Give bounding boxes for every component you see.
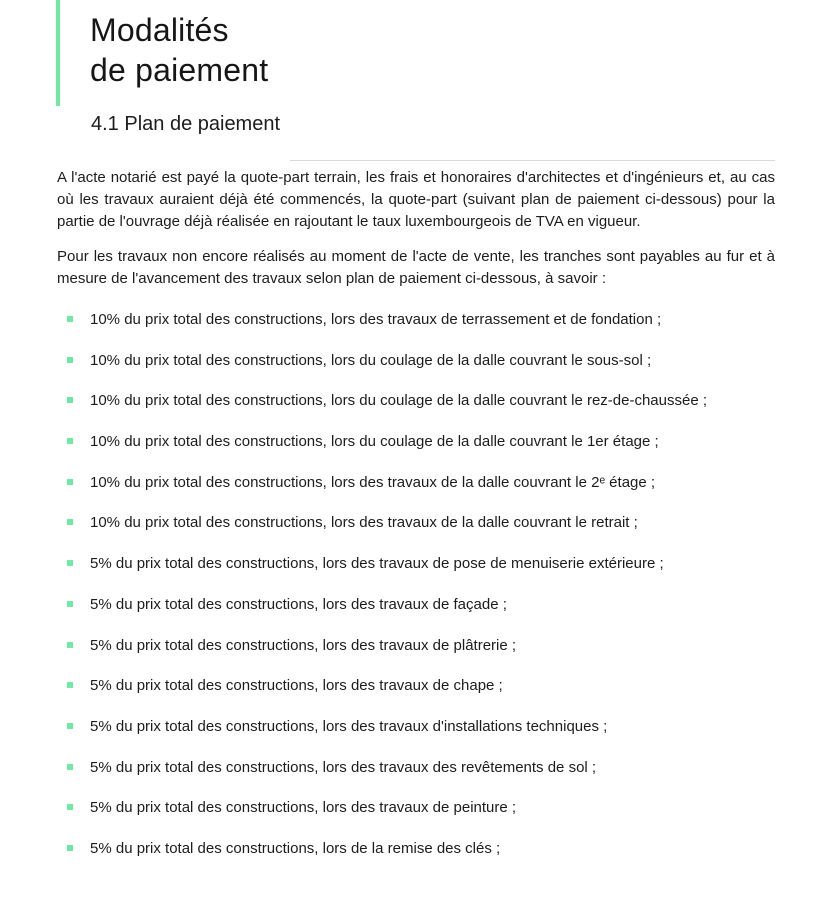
bullet-square-icon — [67, 723, 73, 729]
paragraph-notary-act: A l'acte notarié est payé la quote-part terrain, les frais et honoraires d'architectes et d'ingénieurs et, au cas où les travaux auraient déjà été commencés, la quote-part (suivant plan de paiement ci-dessous) pour la partie de l'ouvrage déjà réalisée en rajoutant le taux luxembourgeois de TVA en vigueur. — [57, 169, 775, 230]
payment-plan-item — [57, 553, 775, 575]
payment-plan-item — [57, 675, 775, 697]
payment-item-text: 10% du prix total des constructions, lors du coulage de la dalle couvrant le rez-de-chaussée ; — [90, 392, 708, 410]
payment-item-text: 10% du prix total des constructions, lors des travaux de la dalle couvrant le 2ᵉ étage ; — [90, 473, 656, 491]
bullet-square-icon — [67, 479, 73, 485]
payment-plan-item — [57, 472, 775, 494]
bullet-square-icon — [67, 560, 73, 566]
payment-plan-item — [57, 716, 775, 738]
bullet-square-icon — [67, 642, 73, 648]
payment-item-text: 5% du prix total des constructions, lors des travaux d'installations techniques ; — [90, 717, 608, 735]
bullet-square-icon — [67, 438, 73, 444]
payment-plan-item — [57, 635, 775, 657]
bullet-square-icon — [67, 601, 73, 607]
payment-item-text: 5% du prix total des constructions, lors des travaux de chape ; — [90, 677, 503, 695]
bullet-square-icon — [67, 764, 73, 770]
bullet-square-icon — [67, 519, 73, 525]
document-title-block — [56, 0, 268, 106]
bullet-square-icon — [67, 357, 73, 363]
payment-plan-item — [57, 309, 775, 331]
payment-plan-item — [57, 390, 775, 412]
paragraph-tranches-intro: Pour les travaux non encore réalisés au moment de l'acte de vente, les tranches sont payables au fur et à mesure de l'avancement des travaux selon plan de paiement ci-dessous, à savoir : — [57, 248, 775, 287]
payment-item-text: 10% du prix total des constructions, lors des travaux de terrassement et de fondation ; — [90, 311, 662, 328]
payment-item-text: 5% du prix total des constructions, lors des travaux de pose de menuiserie extérieure ; — [90, 555, 664, 573]
payment-plan-item — [57, 757, 775, 779]
document-body — [57, 167, 775, 860]
payment-plan-item — [57, 350, 775, 372]
payment-item-text: 10% du prix total des constructions, lors du coulage de la dalle couvrant le 1er étage ; — [90, 433, 659, 451]
bullet-square-icon — [67, 804, 73, 810]
payment-item-text: 5% du prix total des constructions, lors des travaux de plâtrerie ; — [90, 636, 517, 654]
bullet-square-icon — [67, 316, 73, 322]
payment-plan-item — [57, 797, 775, 819]
bullet-square-icon — [67, 397, 73, 403]
title-accent-bar — [56, 0, 60, 106]
section-heading: 4.1 Plan de paiement — [91, 113, 281, 135]
payment-plan-item — [57, 594, 775, 616]
page-title — [90, 0, 268, 106]
payment-item-text: 5% du prix total des constructions, lors des travaux de peinture ; — [90, 799, 517, 817]
payment-plan-item — [57, 512, 775, 534]
bullet-square-icon — [67, 845, 73, 851]
payment-item-text: 10% du prix total des constructions, lors des travaux de la dalle couvrant le retrait ; — [90, 514, 638, 532]
bullet-square-icon — [67, 682, 73, 688]
payment-item-text: 10% du prix total des constructions, lors du coulage de la dalle couvrant le sous-sol ; — [90, 351, 652, 369]
payment-plan-item — [57, 431, 775, 453]
page-title-line-1: Modalités — [90, 12, 229, 48]
payment-item-text: 5% du prix total des constructions, lors des travaux de façade ; — [90, 595, 507, 613]
page-title-line-2: de paiement — [90, 52, 269, 88]
divider-line — [290, 160, 775, 161]
payment-item-text: 5% du prix total des constructions, lors des travaux des revêtements de sol ; — [90, 758, 597, 776]
payment-plan-item — [57, 838, 775, 860]
payment-plan-list — [57, 309, 775, 860]
payment-item-text: 5% du prix total des constructions, lors de la remise des clés ; — [90, 839, 501, 857]
